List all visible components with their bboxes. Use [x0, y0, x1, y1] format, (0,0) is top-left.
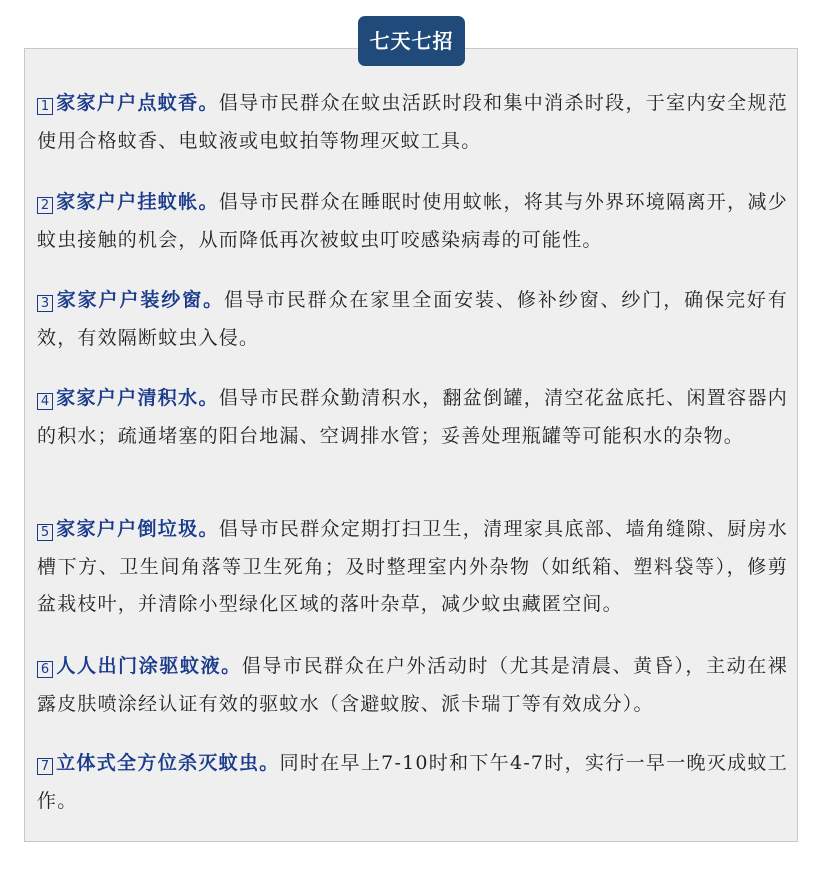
item-text: 倡导市民群众在家里全面安装、修补纱窗、纱门，确保完好有效，有效隔断蚊虫入侵。 [37, 289, 788, 349]
item-heading: 家家户户装纱窗。 [56, 289, 225, 311]
item-heading: 家家户户清积水。 [56, 387, 219, 409]
item-number-badge: 4 [37, 393, 53, 410]
list-item [37, 282, 788, 357]
section-title-tab: 七天七招 [358, 16, 465, 66]
item-number-badge: 3 [37, 295, 53, 312]
item-heading: 家家户户点蚊香。 [56, 92, 219, 114]
list-item [37, 380, 788, 455]
item-text: 倡导市民群众在户外活动时（尤其是清晨、黄昏），主动在裸露皮肤喷涂经认证有效的驱蚊水（含避蚊胺、派卡瑞丁等有效成分）。 [37, 655, 788, 715]
item-heading: 人人出门涂驱蚊液。 [56, 655, 242, 677]
item-number-badge: 1 [37, 98, 53, 115]
list-item [37, 85, 788, 160]
item-text: 倡导市民群众在蚊虫活跃时段和集中消杀时段，于室内安全规范使用合格蚊香、电蚊液或电蚊拍等物理灭蚊工具。 [37, 92, 788, 152]
item-heading: 立体式全方位杀灭蚊虫。 [56, 752, 280, 774]
item-heading: 家家户户倒垃圾。 [56, 518, 219, 540]
item-text: 同时在早上7-10时和下午4-7时，实行一早一晚灭成蚊工作。 [37, 752, 789, 812]
item-text: 倡导市民群众勤清积水，翻盆倒罐，清空花盆底托、闲置容器内的积水；疏通堵塞的阳台地漏、空调排水管；妥善处理瓶罐等可能积水的杂物。 [37, 387, 788, 447]
item-number-badge: 6 [37, 661, 53, 678]
item-text: 倡导市民群众在睡眠时使用蚊帐，将其与外界环境隔离开，减少蚊虫接触的机会，从而降低再次被蚊虫叮咬感染病毒的可能性。 [37, 191, 788, 251]
list-item [37, 648, 788, 723]
list-item [37, 511, 788, 624]
list-item [37, 745, 788, 820]
item-number-badge: 2 [37, 197, 53, 214]
item-text: 倡导市民群众定期打扫卫生，清理家具底部、墙角缝隙、厨房水槽下方、卫生间角落等卫生死角；及时整理室内外杂物（如纸箱、塑料袋等），修剪盆栽枝叶，并清除小型绿化区域的落叶杂草，减少蚊虫藏匿空间。 [37, 518, 788, 615]
item-heading: 家家户户挂蚊帐。 [56, 191, 219, 213]
list-item [37, 184, 788, 259]
item-number-badge: 7 [37, 758, 53, 775]
item-number-badge: 5 [37, 524, 53, 541]
